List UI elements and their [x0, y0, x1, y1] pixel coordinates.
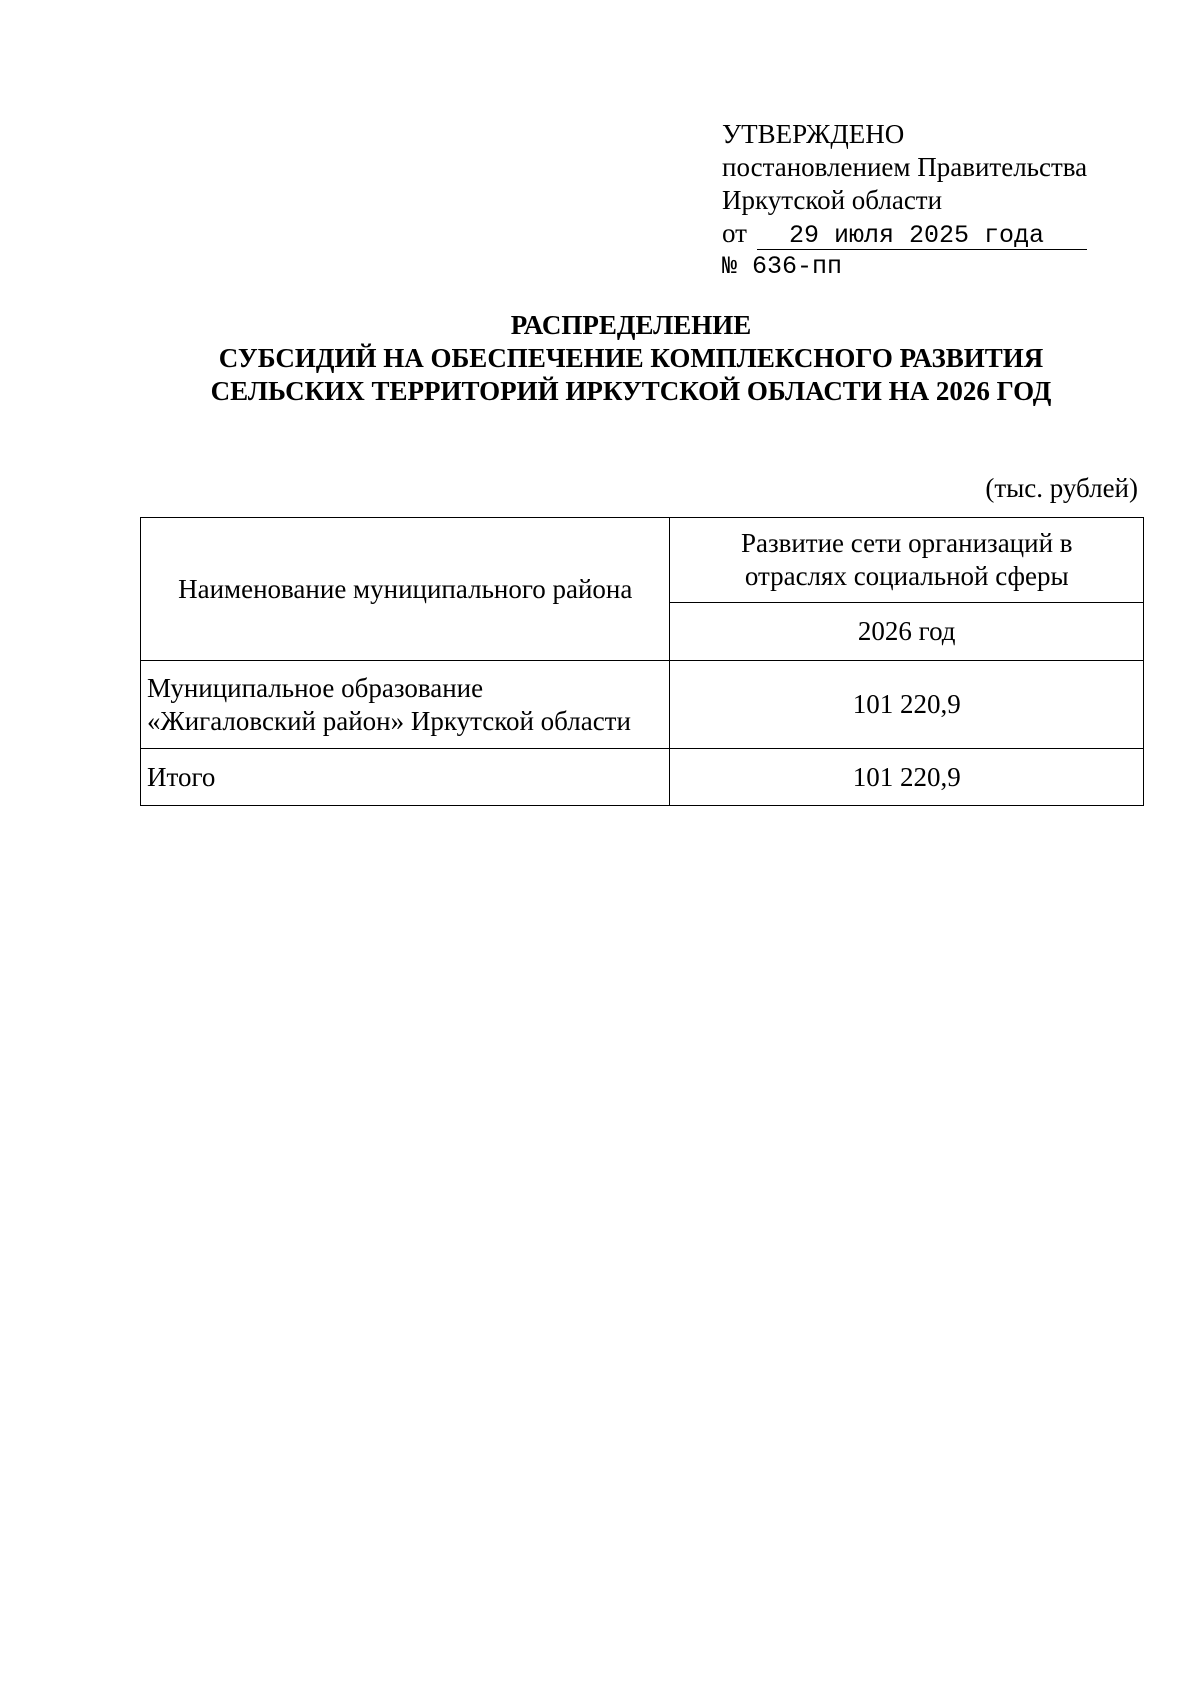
- header-municipality: Наименование муниципального района: [141, 518, 670, 661]
- municipality-cell: [141, 661, 670, 749]
- title-line-3: СЕЛЬСКИХ ТЕРРИТОРИЙ ИРКУТСКОЙ ОБЛАСТИ НА 2026 ГОД: [210, 376, 1052, 406]
- header-social-sphere: [670, 518, 1144, 603]
- approval-line-government: постановлением Правительства: [722, 152, 1088, 182]
- table-total-row: [141, 749, 1144, 806]
- subsidy-value-cell: 101 220,9: [670, 661, 1144, 749]
- approval-heading: УТВЕРЖДЕНО: [722, 119, 905, 149]
- approval-date-line: [722, 217, 1087, 250]
- approval-block: [722, 118, 1087, 283]
- table-row: [141, 661, 1144, 749]
- total-value: 101 220,9: [670, 749, 1144, 806]
- municipality-name-line-2: «Жигаловский район» Иркутской области: [147, 705, 631, 736]
- title-line-1: РАСПРЕДЕЛЕНИЕ: [510, 310, 752, 340]
- total-label: Итого: [141, 749, 670, 806]
- title-line-2: СУБСИДИЙ НА ОБЕСПЕЧЕНИЕ КОМПЛЕКСНОГО РАЗВИТИЯ: [218, 343, 1044, 373]
- header-social-sphere-line-1: Развитие сети организаций в: [740, 528, 1073, 558]
- approval-line-region: Иркутской области: [722, 185, 943, 215]
- table-header-row: [141, 518, 1144, 603]
- units-note: (тыс. рублей): [985, 473, 1138, 503]
- header-year: 2026 год: [670, 603, 1144, 661]
- document-title: [0, 309, 1200, 408]
- header-social-sphere-line-2: отраслях социальной сферы: [744, 561, 1069, 591]
- approval-date-prefix: от: [722, 218, 747, 248]
- approval-number: № 636-пп: [722, 252, 843, 281]
- municipality-name-line-1: Муниципальное образование: [147, 672, 484, 703]
- distribution-table: [140, 517, 1144, 806]
- approval-date-value: 29 июля 2025 года: [757, 223, 1087, 250]
